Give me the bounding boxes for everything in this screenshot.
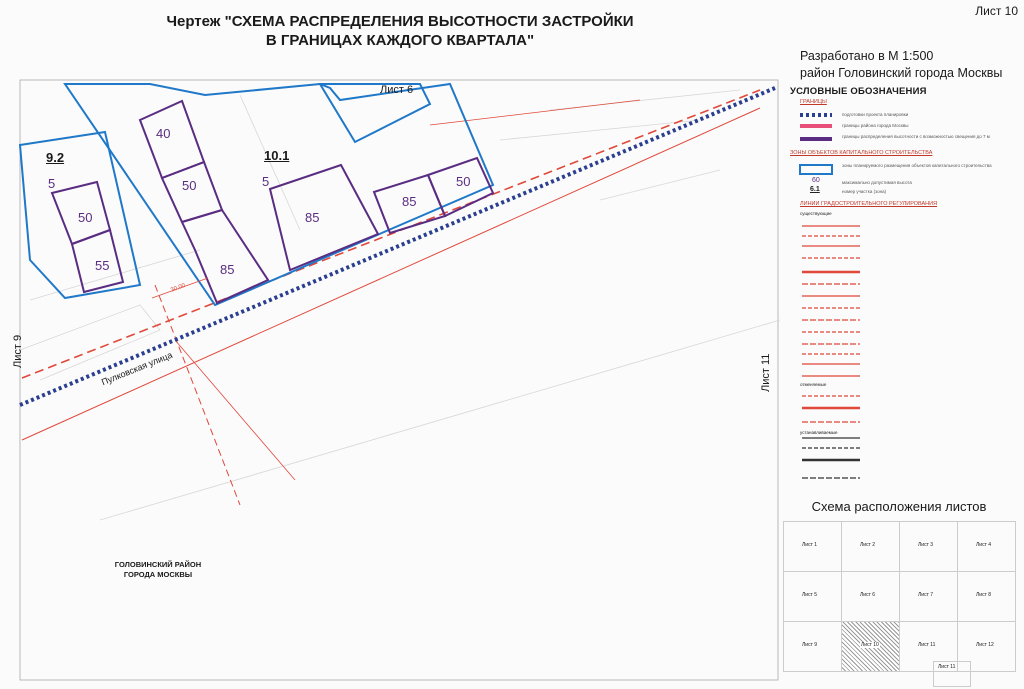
scheme-cell-7[interactable] — [900, 572, 958, 622]
quarter-height-9-2: 5 — [48, 176, 56, 191]
sheet-layout-scheme — [783, 499, 1015, 670]
district-line-2: ГОРОДА МОСКВЫ — [123, 570, 193, 579]
legend-lines-title: ЛИНИИ ГРАДОСТРОИТЕЛЬНОГО РЕГУЛИРОВАНИЯ — [800, 201, 938, 207]
scheme-cell-label: Лист 8 — [976, 592, 992, 598]
scheme-cell-9[interactable] — [784, 622, 842, 672]
legend-cancelled: отменяемые — [800, 382, 827, 387]
scheme-cell-label: Лист 10 — [861, 642, 879, 648]
scheme-cell-3[interactable] — [900, 522, 958, 572]
legend-established: устанавливаемые — [800, 430, 838, 435]
label-sheet-11: Лист 11 — [760, 353, 772, 392]
red-line-north — [22, 90, 760, 378]
legend-zone-number: 6.1 — [810, 186, 820, 193]
height-label-40: 40 — [156, 126, 171, 141]
height-label-50a: 50 — [182, 178, 197, 193]
buildings — [52, 101, 493, 303]
scheme-cell-label: Лист 3 — [918, 542, 934, 548]
district-label — [98, 560, 218, 580]
developer-note — [800, 48, 1002, 82]
legend-zone-1: зоны планируемого размещения объектов капитального строительства — [842, 163, 992, 168]
legend-red-lines — [802, 226, 860, 422]
scheme-title: Схема расположения листов — [811, 499, 987, 514]
legend-zone-2: максимально допустимая высота — [842, 180, 912, 185]
legend-zone-3: номер участка (зона) — [842, 189, 887, 194]
legend — [790, 86, 1004, 494]
scheme-cell-5[interactable] — [784, 572, 842, 622]
regulation-lines — [22, 90, 760, 505]
red-line-cross-2 — [175, 340, 295, 480]
building-85b — [270, 165, 378, 270]
scheme-cell-8[interactable] — [958, 572, 1016, 622]
scheme-cell-label: Лист 1 — [802, 542, 818, 548]
red-line-south — [22, 108, 760, 440]
scheme-cell-label: Лист 4 — [976, 542, 992, 548]
dimension-label: 30.00 — [170, 282, 187, 294]
scheme-cell-10[interactable] — [842, 622, 900, 672]
legend-border-3: границы распределения высотности с возможностью свещения до 7 м — [842, 134, 990, 139]
legend-black-lines — [802, 438, 860, 478]
scheme-cell-1[interactable] — [784, 522, 842, 572]
scheme-extra-label: Лист 11 — [938, 664, 956, 670]
sheet-number: Лист 10 — [975, 4, 1018, 18]
scale-note: Разработано в М 1:500 — [800, 49, 934, 63]
zones — [20, 84, 493, 305]
district-line-1: ГОЛОВИНСКИЙ РАЙОН — [114, 560, 202, 569]
height-label-50b: 50 — [456, 174, 471, 189]
scheme-cell-label: Лист 6 — [860, 592, 876, 598]
legend-title: УСЛОВНЫЕ ОБОЗНАЧЕНИЯ — [790, 86, 927, 97]
scheme-cell-label: Лист 9 — [802, 642, 818, 648]
height-label-85a: 85 — [220, 262, 235, 277]
base-parcels — [20, 90, 780, 520]
district-note: район Головинский города Москвы — [800, 66, 1003, 80]
scheme-cell-6[interactable] — [842, 572, 900, 622]
map-frame — [20, 80, 778, 680]
title-line-2: В ГРАНИЦАХ КАЖДОГО КВАРТАЛА" — [265, 32, 535, 49]
scheme-grid — [783, 521, 1016, 672]
legend-zones-title: ЗОНЫ ОБЪЕКТОВ КАПИТАЛЬНОГО СТРОИТЕЛЬСТВА — [790, 150, 933, 156]
scheme-cell-4[interactable] — [958, 522, 1016, 572]
height-label-85c: 85 — [402, 194, 417, 209]
height-label-55: 55 — [95, 258, 110, 273]
height-label-50c: 50 — [78, 210, 93, 225]
scheme-cell-label: Лист 12 — [976, 642, 994, 648]
label-sheet-9: Лист 9 — [12, 334, 24, 368]
zone-10-1 — [65, 84, 493, 305]
legend-border-1: подготовки проекта планировки — [842, 112, 909, 117]
scheme-cell-label: Лист 11 — [918, 642, 936, 648]
scheme-cell-2[interactable] — [842, 522, 900, 572]
street-name: Пулковская улица — [100, 349, 174, 388]
legend-existing: существующие — [800, 211, 832, 216]
height-label-85b: 85 — [305, 210, 320, 225]
legend-zone-height: 60 — [812, 177, 820, 184]
scheme-cell-label: Лист 7 — [918, 592, 934, 598]
scheme-cell-label: Лист 2 — [860, 542, 876, 548]
label-sheet-6: Лист 6 — [380, 84, 414, 96]
quarter-id-10-1: 10.1 — [264, 148, 290, 163]
legend-border-2: границы района города Москвы — [842, 123, 909, 128]
legend-borders-title: ГРАНИЦЫ — [800, 99, 827, 105]
scheme-extra-sheet[interactable] — [933, 661, 971, 687]
title-line-1: Чертеж "СХЕМА РАСПРЕДЕЛЕНИЯ ВЫСОТНОСТИ ЗАСТРОЙКИ — [166, 13, 634, 30]
building-85a — [182, 210, 268, 303]
zone-north — [320, 84, 430, 142]
legend-symbol-zone — [800, 165, 832, 174]
scheme-cell-label: Лист 5 — [802, 592, 818, 598]
quarter-height-10-1: 5 — [262, 174, 270, 189]
district-boundary — [20, 88, 775, 405]
quarter-id-9-2: 9.2 — [46, 150, 65, 165]
